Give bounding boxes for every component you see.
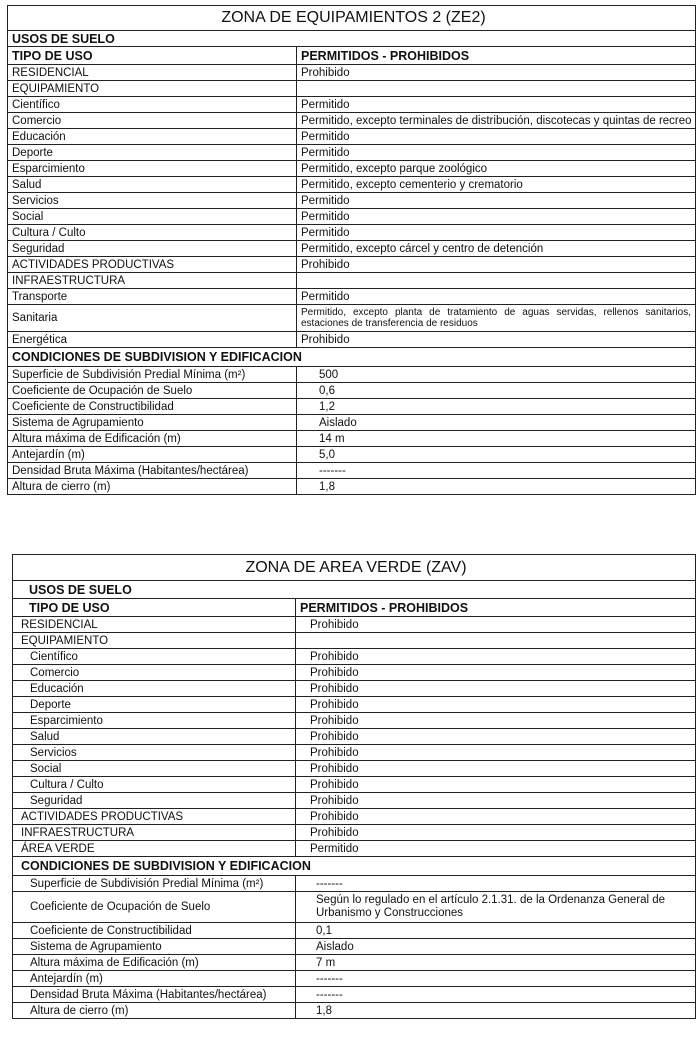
table-row	[13, 955, 696, 971]
ze2-condition-label: Antejardín (m)	[8, 447, 297, 463]
table-row	[8, 447, 696, 463]
ze2-condition-value: 1,8	[297, 479, 696, 495]
zav-col-status: PERMITIDOS - PROHIBIDOS	[296, 599, 696, 617]
zav-condition-value: 1,8	[296, 1003, 696, 1019]
table-row	[13, 729, 696, 745]
zav-use-status: Prohibido	[296, 681, 696, 697]
zav-use-status: Prohibido	[296, 729, 696, 745]
zav-use-type: EQUIPAMIENTO	[13, 633, 296, 649]
zav-use-type: Esparcimiento	[13, 713, 296, 729]
ze2-condition-value: -------	[297, 463, 696, 479]
zav-col-type: TIPO DE USO	[13, 599, 296, 617]
ze2-use-status: Prohibido	[297, 257, 696, 273]
zav-use-status	[296, 633, 696, 649]
zav-condition-value: 7 m	[296, 955, 696, 971]
table-row	[8, 348, 696, 367]
ze2-use-type: EQUIPAMIENTO	[8, 81, 297, 97]
table-row	[13, 923, 696, 939]
table-row	[8, 273, 696, 289]
table-row	[8, 129, 696, 145]
zav-table	[12, 554, 696, 1019]
zav-use-status: Prohibido	[296, 617, 696, 633]
ze2-condition-value: 500	[297, 367, 696, 383]
table-row	[8, 257, 696, 273]
table-row	[8, 399, 696, 415]
table-row	[13, 825, 696, 841]
zav-use-status: Prohibido	[296, 665, 696, 681]
zav-condition-label: Altura máxima de Edificación (m)	[13, 955, 296, 971]
table-row	[8, 367, 696, 383]
table-row	[13, 697, 696, 713]
ze2-use-status: Permitido, excepto terminales de distribución, discotecas y quintas de recreo	[297, 113, 696, 129]
ze2-condition-value: Aislado	[297, 415, 696, 431]
table-row	[8, 332, 696, 348]
ze2-conditions-header: CONDICIONES DE SUBDIVISION Y EDIFICACION	[8, 348, 696, 367]
table-row	[8, 65, 696, 81]
table-row	[8, 289, 696, 305]
ze2-use-type: RESIDENCIAL	[8, 65, 297, 81]
table-row	[13, 876, 696, 892]
zav-condition-value: Aislado	[296, 939, 696, 955]
zav-use-type: Social	[13, 761, 296, 777]
table-row	[13, 939, 696, 955]
ze2-use-status: Permitido	[297, 145, 696, 161]
ze2-use-status	[297, 81, 696, 97]
table-row	[13, 777, 696, 793]
ze2-use-status: Permitido, excepto planta de tratamiento de aguas servidas, rellenos sanitarios, estaciones de transferencia de residuos	[297, 305, 696, 332]
ze2-tbody	[8, 6, 696, 495]
ze2-condition-label: Coeficiente de Constructibilidad	[8, 399, 297, 415]
ze2-use-status: Permitido	[297, 97, 696, 113]
zav-title: ZONA DE AREA VERDE (ZAV)	[13, 555, 696, 581]
table-row	[8, 209, 696, 225]
zav-condition-value: 0,1	[296, 923, 696, 939]
table-row	[13, 892, 696, 923]
ze2-use-type: Cultura / Culto	[8, 225, 297, 241]
table-row	[13, 633, 696, 649]
table-row	[13, 809, 696, 825]
ze2-use-status: Permitido, excepto parque zoológico	[297, 161, 696, 177]
ze2-title: ZONA DE EQUIPAMIENTOS 2 (ZE2)	[8, 6, 696, 31]
table-row	[8, 479, 696, 495]
ze2-use-type: INFRAESTRUCTURA	[8, 273, 297, 289]
zav-use-status: Prohibido	[296, 809, 696, 825]
ze2-use-type: Social	[8, 209, 297, 225]
table-row	[13, 793, 696, 809]
ze2-use-type: Sanitaria	[8, 305, 297, 332]
table-row	[13, 761, 696, 777]
zav-condition-value: -------	[296, 971, 696, 987]
zav-use-status: Prohibido	[296, 777, 696, 793]
ze2-condition-label: Superficie de Subdivisión Predial Mínima (m²)	[8, 367, 297, 383]
zav-use-status: Prohibido	[296, 793, 696, 809]
table-row	[8, 305, 696, 332]
zav-use-type: Seguridad	[13, 793, 296, 809]
zav-condition-label: Sistema de Agrupamiento	[13, 939, 296, 955]
zav-use-status: Permitido	[296, 841, 696, 857]
zav-use-type: Salud	[13, 729, 296, 745]
table-row	[13, 665, 696, 681]
table-row	[13, 987, 696, 1003]
ze2-col-type: TIPO DE USO	[8, 47, 297, 65]
zav-use-status: Prohibido	[296, 697, 696, 713]
zav-condition-label: Coeficiente de Ocupación de Suelo	[13, 892, 296, 923]
table-row	[13, 857, 696, 876]
zav-use-type: INFRAESTRUCTURA	[13, 825, 296, 841]
zav-use-type: Deporte	[13, 697, 296, 713]
zav-uses-header: USOS DE SUELO	[13, 581, 696, 599]
ze2-use-status: Permitido, excepto cementerio y crematorio	[297, 177, 696, 193]
ze2-use-status: Permitido, excepto cárcel y centro de detención	[297, 241, 696, 257]
zav-condition-label: Densidad Bruta Máxima (Habitantes/hectárea)	[13, 987, 296, 1003]
zav-condition-label: Coeficiente de Constructibilidad	[13, 923, 296, 939]
ze2-use-type: Esparcimiento	[8, 161, 297, 177]
zav-use-type: ACTIVIDADES PRODUCTIVAS	[13, 809, 296, 825]
zav-condition-value: -------	[296, 876, 696, 892]
table-row	[8, 225, 696, 241]
zav-use-status: Prohibido	[296, 649, 696, 665]
ze2-use-type: Científico	[8, 97, 297, 113]
ze2-condition-label: Altura máxima de Edificación (m)	[8, 431, 297, 447]
table-row	[8, 97, 696, 113]
ze2-condition-value: 0,6	[297, 383, 696, 399]
ze2-use-type: Deporte	[8, 145, 297, 161]
ze2-condition-value: 5,0	[297, 447, 696, 463]
zav-condition-label: Superficie de Subdivisión Predial Mínima (m²)	[13, 876, 296, 892]
ze2-table	[7, 5, 696, 495]
ze2-use-type: Energética	[8, 332, 297, 348]
table-row	[8, 161, 696, 177]
zav-use-type: Comercio	[13, 665, 296, 681]
ze2-use-type: Educación	[8, 129, 297, 145]
ze2-use-status: Prohibido	[297, 332, 696, 348]
table-row	[8, 113, 696, 129]
ze2-condition-value: 14 m	[297, 431, 696, 447]
ze2-use-status: Permitido	[297, 289, 696, 305]
ze2-use-status: Permitido	[297, 209, 696, 225]
ze2-condition-label: Coeficiente de Ocupación de Suelo	[8, 383, 297, 399]
table-row	[8, 81, 696, 97]
table-row	[13, 649, 696, 665]
zav-use-type: ÁREA VERDE	[13, 841, 296, 857]
ze2-col-status: PERMITIDOS - PROHIBIDOS	[297, 47, 696, 65]
ze2-uses-header: USOS DE SUELO	[8, 31, 696, 47]
zav-use-status: Prohibido	[296, 745, 696, 761]
zav-condition-value: Según lo regulado en el artículo 2.1.31. de la Ordenanza General de Urbanismo y Construcciones	[296, 892, 696, 923]
zav-condition-label: Altura de cierro (m)	[13, 1003, 296, 1019]
ze2-use-status: Permitido	[297, 225, 696, 241]
ze2-use-status: Permitido	[297, 129, 696, 145]
zav-conditions-header: CONDICIONES DE SUBDIVISION Y EDIFICACION	[13, 857, 696, 876]
table-row	[8, 145, 696, 161]
zav-use-status: Prohibido	[296, 825, 696, 841]
ze2-use-type: ACTIVIDADES PRODUCTIVAS	[8, 257, 297, 273]
table-row	[8, 177, 696, 193]
zav-use-type: Educación	[13, 681, 296, 697]
ze2-condition-label: Sistema de Agrupamiento	[8, 415, 297, 431]
table-row	[8, 241, 696, 257]
zav-use-type: RESIDENCIAL	[13, 617, 296, 633]
zav-use-status: Prohibido	[296, 713, 696, 729]
zav-condition-value: -------	[296, 987, 696, 1003]
ze2-use-type: Seguridad	[8, 241, 297, 257]
zav-use-type: Científico	[13, 649, 296, 665]
table-row	[13, 681, 696, 697]
table-row	[13, 841, 696, 857]
table-row	[13, 745, 696, 761]
table-row	[13, 1003, 696, 1019]
ze2-use-status: Permitido	[297, 193, 696, 209]
zav-condition-label: Antejardín (m)	[13, 971, 296, 987]
zav-tbody	[13, 555, 696, 1019]
zav-use-type: Cultura / Culto	[13, 777, 296, 793]
ze2-use-status	[297, 273, 696, 289]
ze2-condition-label: Densidad Bruta Máxima (Habitantes/hectárea)	[8, 463, 297, 479]
zav-use-type: Servicios	[13, 745, 296, 761]
table-row	[8, 463, 696, 479]
table-row	[13, 617, 696, 633]
table-row	[8, 431, 696, 447]
ze2-use-type: Comercio	[8, 113, 297, 129]
ze2-condition-label: Altura de cierro (m)	[8, 479, 297, 495]
table-row	[13, 971, 696, 987]
table-row	[8, 415, 696, 431]
zav-use-status: Prohibido	[296, 761, 696, 777]
ze2-condition-value: 1,2	[297, 399, 696, 415]
ze2-use-type: Salud	[8, 177, 297, 193]
ze2-use-status: Prohibido	[297, 65, 696, 81]
table-row	[8, 383, 696, 399]
table-row	[13, 713, 696, 729]
ze2-use-type: Transporte	[8, 289, 297, 305]
ze2-use-type: Servicios	[8, 193, 297, 209]
table-row	[8, 193, 696, 209]
